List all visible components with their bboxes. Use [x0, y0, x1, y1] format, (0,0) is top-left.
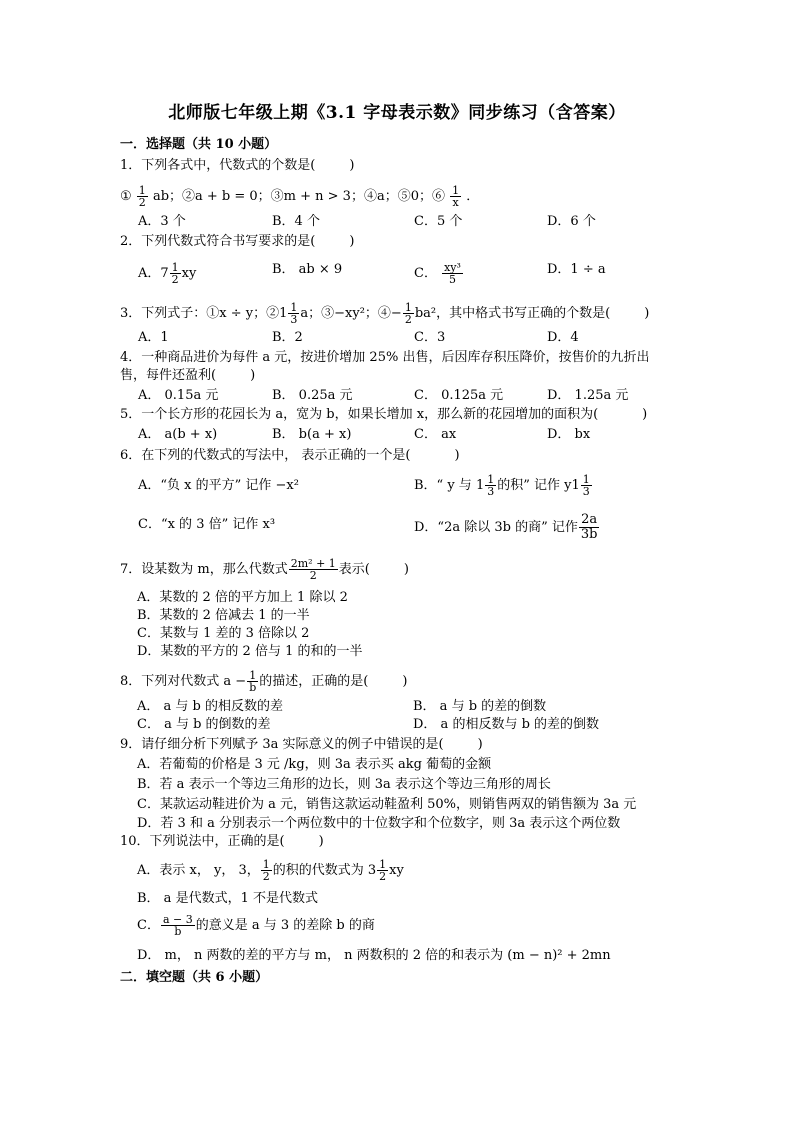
fraction: $\frac{\text{2m² + 1}}{2}$ — [290, 557, 336, 582]
option-b: B．“ y 与 1 $\frac{1}{3}$ 的积” 记作 y1 $\frac{1}{3}$ — [414, 473, 590, 498]
section-heading-choice: 一．选择题（共 10 小题） — [120, 137, 278, 152]
option-a: A．7 $\frac{1}{2}$ xy — [138, 261, 197, 286]
question-1-expressions — [120, 185, 479, 208]
question-4-line-2: 售，每件还盈利( ) — [120, 368, 256, 383]
option-b: B． 0.25a 元 — [272, 388, 353, 403]
question-5-stem: 5．一个长方形的花园长为 a，宽为 b，如果长增加 x，那么新的花园增加的面积为( ) — [120, 407, 648, 422]
option-a: A． 0.15a 元 — [138, 388, 219, 403]
question-10-option-d: D． m， n 两数的差的平方与 m， n 两数积的 2 倍的和表示为 (m − n)² + 2mn — [137, 948, 611, 963]
option-c: C． 0.125a 元 — [414, 388, 504, 403]
option-b: B．2 — [272, 330, 303, 345]
question-9-option-d: D．若 3 和 a 分别表示一个两位数中的十位数字和个位数字，则 3a 表示这个两位数 — [137, 816, 621, 831]
question-2-paren-end: ) — [349, 234, 355, 249]
option-c: C．3 — [414, 330, 446, 345]
option-a: A．3 个 — [138, 214, 186, 229]
fraction: $\frac{1}{2}$ — [138, 184, 146, 209]
question-10-stem: 10．下列说法中，正确的是( ) — [120, 834, 324, 849]
option-d: D． a 的相反数与 b 的差的倒数 — [413, 717, 600, 732]
question-4-line-1: 4．一种商品进价为每件 a 元，按进价增加 25% 出售，后因库存积压降价，按售价的九折出 — [120, 350, 650, 365]
option-b: B．4 个 — [272, 214, 320, 229]
question-6-row-2 — [138, 513, 618, 545]
option-c: C． a 与 b 的倒数的差 — [137, 717, 271, 732]
option-d: D．6 个 — [547, 214, 596, 229]
question-9-option-a: A．若葡萄的价格是 3 元 /kg，则 3a 表示买 akg 葡萄的金额 — [137, 757, 492, 772]
option-c: C．5 个 — [414, 214, 463, 229]
question-9-stem: 9．请仔细分析下列赋予 3a 实际意义的例子中错误的是( ) — [120, 737, 483, 752]
question-1-stem — [120, 158, 354, 174]
option-b: B． a 与 b 的差的倒数 — [413, 699, 547, 714]
fraction: $\frac{1}{3}$ — [290, 301, 298, 326]
fraction: $\frac{1}{2}$ — [404, 301, 412, 326]
option-a: A． a 与 b 的相反数的差 — [137, 699, 283, 714]
question-7-option-c: C．某数与 1 差的 3 倍除以 2 — [137, 626, 310, 641]
option-a: A．1 — [138, 330, 169, 345]
question-7-option-a: A．某数的 2 倍的平方加上 1 除以 2 — [137, 590, 348, 605]
expr-text-end: ． — [466, 189, 480, 204]
expr-marker: ① — [120, 189, 132, 204]
option-a: A．“负 x 的平方” 记作 −x² — [138, 478, 299, 493]
document-title: 北师版七年级上期《3.1 字母表示数》同步练习（含答案） — [168, 103, 626, 123]
expr-text: ab；②a + b = 0；③m + n > 3；④a；⑤0；⑥ — [152, 189, 445, 204]
section-heading-fill: 二．填空题（共 6 小题） — [120, 970, 269, 985]
question-2-text: 2．下列代数式符合书写要求的是( — [120, 234, 316, 249]
question-6-row-1 — [138, 474, 618, 502]
option-c: C．“x 的 3 倍” 记作 x³ — [138, 517, 276, 532]
option-c: C． $\frac{\text{xy³}}{5}$ — [414, 261, 461, 286]
option-d: D． bx — [547, 427, 591, 442]
question-10-option-b: B． a 是代数式，1 不是代数式 — [137, 891, 318, 906]
question-2-stem — [120, 234, 354, 250]
question-7-option-b: B．某数的 2 倍减去 1 的一半 — [137, 608, 310, 623]
question-1-paren-end: ) — [349, 158, 355, 173]
question-9-option-b: B．若 a 表示一个等边三角形的边长，则 3a 表示这个等边三角形的周长 — [137, 777, 551, 792]
option-b: B． b(a + x) — [272, 427, 352, 442]
question-8-stem: 8．下列对代数式 a − $\frac{1}{b}$ 的描述，正确的是( ) — [120, 669, 408, 694]
option-d: D．4 — [547, 330, 579, 345]
question-6-stem: 6．在下列的代数式的写法中， 表示正确的一个是( ) — [120, 448, 460, 463]
option-d: D．“2a 除以 3b 的商” 记作 $\frac{2a}{3b}$ — [414, 512, 598, 542]
question-7-option-d: D．某数的平方的 2 倍与 1 的和的一半 — [137, 644, 363, 659]
option-b: B． ab × 9 — [272, 262, 343, 277]
question-10-option-a: A．表示 x， y， 3， $\frac{1}{2}$ 的积的代数式为 3 $\frac{1}{2}$ xy — [137, 858, 404, 883]
question-1-text: 1．下列各式中，代数式的个数是( — [120, 158, 316, 173]
question-9-option-c: C．某款运动鞋进价为 a 元，销售这款运动鞋盈利 50%，则销售两双的销售额为 3a 元 — [137, 797, 637, 812]
question-3-stem: 3．下列式子：①x ÷ y；②1 $\frac{1}{3}$ a；③−xy²；④− $\frac{1}{2}$ ba²，其中格式书写正确的个数是( ) — [120, 301, 650, 326]
fraction: $\frac{1}{x}$ — [452, 184, 460, 209]
question-10-option-c: C． $\frac{a - 3}{b}$ 的意义是 a 与 3 的差除 b 的商 — [137, 913, 375, 938]
option-a: A． a(b + x) — [138, 427, 218, 442]
option-d: D．1 ÷ a — [547, 262, 606, 277]
fraction: $\frac{1}{b}$ — [249, 669, 257, 694]
question-7-stem: 7．设某数为 m，那么代数式 $\frac{\text{2m² + 1}}{2}$ 表示( ) — [120, 557, 409, 582]
option-d: D． 1.25a 元 — [547, 388, 629, 403]
option-c: C． ax — [414, 427, 457, 442]
